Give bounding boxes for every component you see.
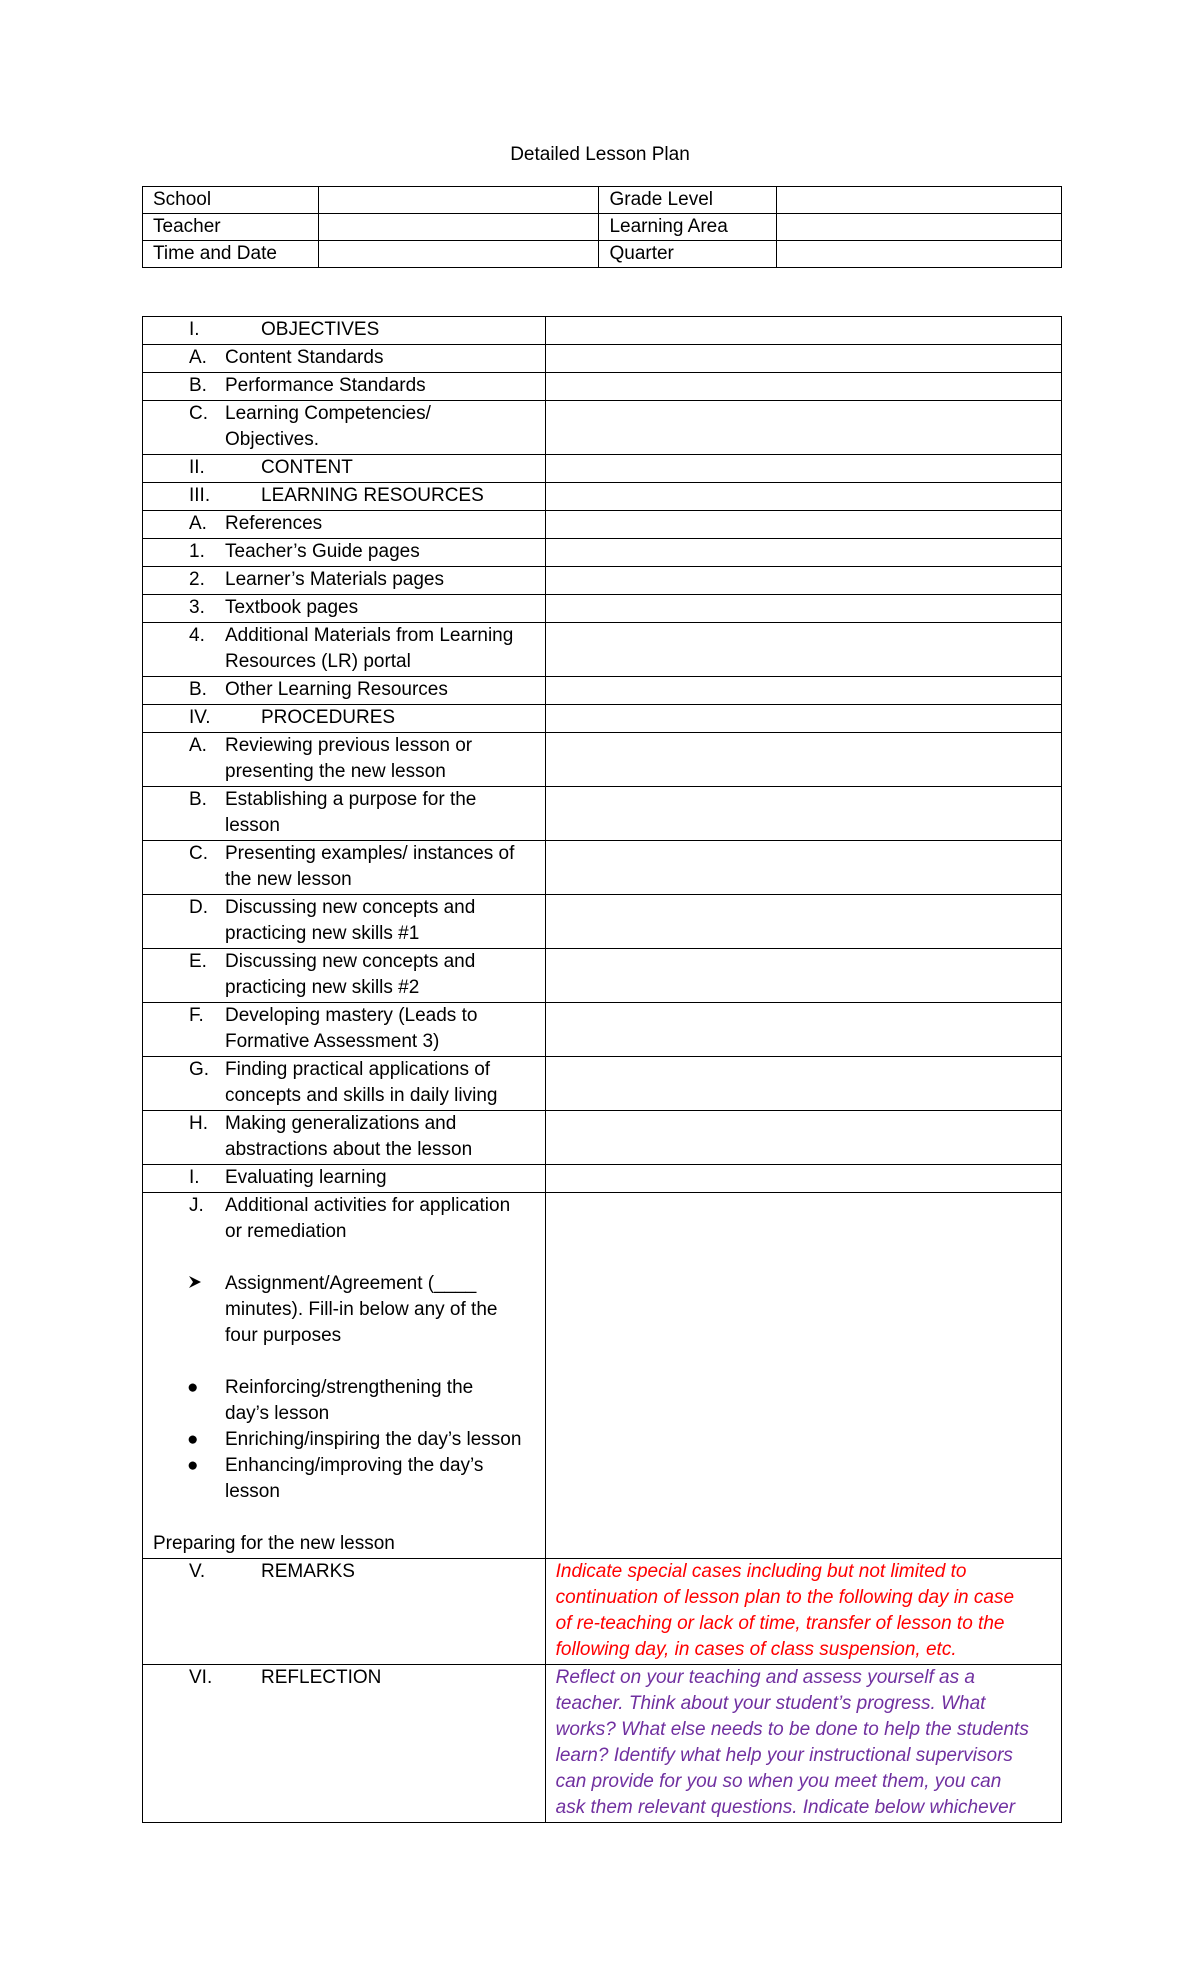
table-row [143,455,1062,483]
section-title: PROCEDURES [261,707,396,728]
learners-materials-value-cell[interactable] [545,567,1061,595]
table-row [143,841,1062,895]
item-number: 4. [189,625,205,646]
item-label: Finding practical applications of [225,1059,491,1080]
item-letter: G. [189,1059,210,1080]
row-label-cell [143,317,546,345]
section-number: II. [189,457,205,478]
section-title: CONTENT [261,457,353,478]
table-row [143,401,1062,455]
section-number: VI. [189,1667,213,1688]
table-row [143,623,1062,677]
remarks-instruction: continuation of lesson plan to the following day in case [555,1587,1015,1608]
item-number: 1. [189,541,205,562]
item-letter: H. [189,1113,208,1134]
learning-resources-value-cell[interactable] [545,483,1061,511]
item-letter: B. [189,679,207,700]
bullet-item-continued: day’s lesson [225,1403,330,1424]
grade-level-label: Grade Level [599,187,776,214]
table-row [143,787,1062,841]
table-row [143,1111,1062,1165]
table-row [143,483,1062,511]
round-bullet-icon: ● [187,1377,199,1398]
round-bullet-icon: ● [187,1455,199,1476]
references-value-cell[interactable] [545,511,1061,539]
quarter-label: Quarter [599,241,776,268]
table-row [143,895,1062,949]
procedure-a-value-cell[interactable] [545,733,1061,787]
other-resources-value-cell[interactable] [545,677,1061,705]
section-number: I. [189,319,200,340]
item-label-continued: Objectives. [225,429,319,450]
item-label: Learner’s Materials pages [225,569,444,590]
round-bullet-icon: ● [187,1429,199,1450]
table-row [143,317,1062,345]
section-title: REMARKS [261,1561,355,1582]
assignment-line-continued: minutes). Fill-in below any of the [225,1299,498,1320]
item-label-continued: the new lesson [225,869,352,890]
item-label: Learning Competencies/ [225,403,431,424]
procedure-b-value-cell[interactable] [545,787,1061,841]
item-letter: A. [189,347,207,368]
item-label-continued: practicing new skills #2 [225,977,420,998]
table-row [143,733,1062,787]
table-row [143,1193,1062,1559]
item-letter: C. [189,403,208,424]
item-letter: E. [189,951,207,972]
arrow-bullet-icon [143,1271,225,1297]
teachers-guide-value-cell[interactable] [545,539,1061,567]
item-label: Presenting examples/ instances of [225,843,515,864]
item-label: Teacher’s Guide pages [225,541,420,562]
textbook-value-cell[interactable] [545,595,1061,623]
preparing-label: Preparing for the new lesson [153,1533,395,1554]
item-label-continued: or remediation [225,1221,347,1242]
section-title: LEARNING RESOURCES [261,485,484,506]
table-row [143,1003,1062,1057]
procedures-value-cell[interactable] [545,705,1061,733]
time-date-value-cell[interactable] [319,241,599,268]
item-label-continued: lesson [225,815,280,836]
procedure-i-value-cell[interactable] [545,1165,1061,1193]
item-label-continued: abstractions about the lesson [225,1139,473,1160]
table-row [143,1559,1062,1665]
section-title: REFLECTION [261,1667,382,1688]
remarks-value-cell[interactable] [545,1559,1061,1665]
item-letter: B. [189,789,207,810]
table-row [143,511,1062,539]
learning-area-label: Learning Area [599,214,776,241]
item-letter: C. [189,843,208,864]
table-row [143,567,1062,595]
item-label: Reviewing previous lesson or [225,735,473,756]
reflection-instruction: teacher. Think about your student’s progress. What [555,1693,986,1714]
content-value-cell[interactable] [545,455,1061,483]
bullet-item: Enriching/inspiring the day’s lesson [225,1429,522,1450]
content-standards-value-cell[interactable] [545,345,1061,373]
item-label: Additional Materials from Learning [225,625,514,646]
item-label: Textbook pages [225,597,359,618]
item-letter: A. [189,513,207,534]
item-letter: B. [189,375,207,396]
table-row [143,539,1062,567]
item-label: Developing mastery (Leads to [225,1005,478,1026]
reflection-instruction: works? What else needs to be done to help the students [555,1719,1029,1740]
procedure-d-value-cell[interactable] [545,895,1061,949]
quarter-value-cell[interactable] [776,241,1061,268]
table-row [143,705,1062,733]
procedure-g-value-cell[interactable] [545,1057,1061,1111]
procedure-f-value-cell[interactable] [545,1003,1061,1057]
lesson-plan-table [142,316,1062,1823]
item-label: Discussing new concepts and [225,951,476,972]
learning-competencies-value-cell[interactable] [545,401,1061,455]
item-letter: D. [189,897,208,918]
reflection-instruction: ask them relevant questions. Indicate below whichever [555,1797,1016,1818]
item-label-continued: presenting the new lesson [225,761,446,782]
remarks-instruction: Indicate special cases including but not limited to [555,1561,967,1582]
reflection-value-cell[interactable] [545,1665,1061,1823]
item-label-continued: Resources (LR) portal [225,651,411,672]
item-label-continued: Formative Assessment 3) [225,1031,440,1052]
additional-materials-value-cell[interactable] [545,623,1061,677]
procedure-e-value-cell[interactable] [545,949,1061,1003]
lesson-info-table [142,186,1062,268]
section-number: V. [189,1561,206,1582]
item-number: 3. [189,597,205,618]
grade-level-value-cell[interactable] [776,187,1061,214]
reflection-instruction: Reflect on your teaching and assess yourself as a [555,1667,975,1688]
item-number: 2. [189,569,205,590]
section-title: OBJECTIVES [261,319,380,340]
reflection-instruction: can provide for you so when you meet them, you can [555,1771,1002,1792]
table-row [143,595,1062,623]
item-label: Evaluating learning [225,1167,387,1188]
item-label-continued: concepts and skills in daily living [225,1085,498,1106]
school-label: School [143,187,319,214]
remarks-instruction: of re-teaching or lack of time, transfer of lesson to the [555,1613,1005,1634]
document-title: Detailed Lesson Plan [510,144,690,165]
item-letter: F. [189,1005,204,1026]
item-label: Content Standards [225,347,384,368]
item-label: Discussing new concepts and [225,897,476,918]
bullet-item: Enhancing/improving the day’s [225,1455,484,1476]
item-label: Other Learning Resources [225,679,448,700]
item-label-continued: practicing new skills #1 [225,923,420,944]
table-row [143,677,1062,705]
item-letter: I. [189,1167,200,1188]
time-date-label: Time and Date [143,241,319,268]
bullet-item: Reinforcing/strengthening the [225,1377,474,1398]
item-label: Performance Standards [225,375,426,396]
assignment-line: Assignment/Agreement (____ [225,1273,477,1294]
reflection-instruction: learn? Identify what help your instructional supervisors [555,1745,1013,1766]
procedure-h-value-cell[interactable] [545,1111,1061,1165]
table-row [143,373,1062,401]
procedure-c-value-cell[interactable] [545,841,1061,895]
teacher-value-cell[interactable] [319,214,599,241]
item-letter: A. [189,735,207,756]
item-label: Additional activities for application [225,1195,511,1216]
assignment-line-continued: four purposes [225,1325,342,1346]
table-row [143,1165,1062,1193]
section-number: IV. [189,707,211,728]
procedure-j-value-cell[interactable] [545,1193,1061,1559]
item-letter: J. [189,1195,204,1216]
table-row [143,1057,1062,1111]
objectives-value-cell[interactable] [545,317,1061,345]
performance-standards-value-cell[interactable] [545,373,1061,401]
item-label: Making generalizations and [225,1113,457,1134]
table-row [143,949,1062,1003]
item-label: References [225,513,323,534]
item-label: Establishing a purpose for the [225,789,477,810]
section-number: III. [189,485,211,506]
table-row [143,345,1062,373]
teacher-label: Teacher [143,214,319,241]
remarks-instruction: following day, in cases of class suspension, etc. [555,1639,957,1660]
learning-area-value-cell[interactable] [776,214,1061,241]
table-row [143,1665,1062,1823]
bullet-item-continued: lesson [225,1481,280,1502]
school-value-cell[interactable] [319,187,599,214]
